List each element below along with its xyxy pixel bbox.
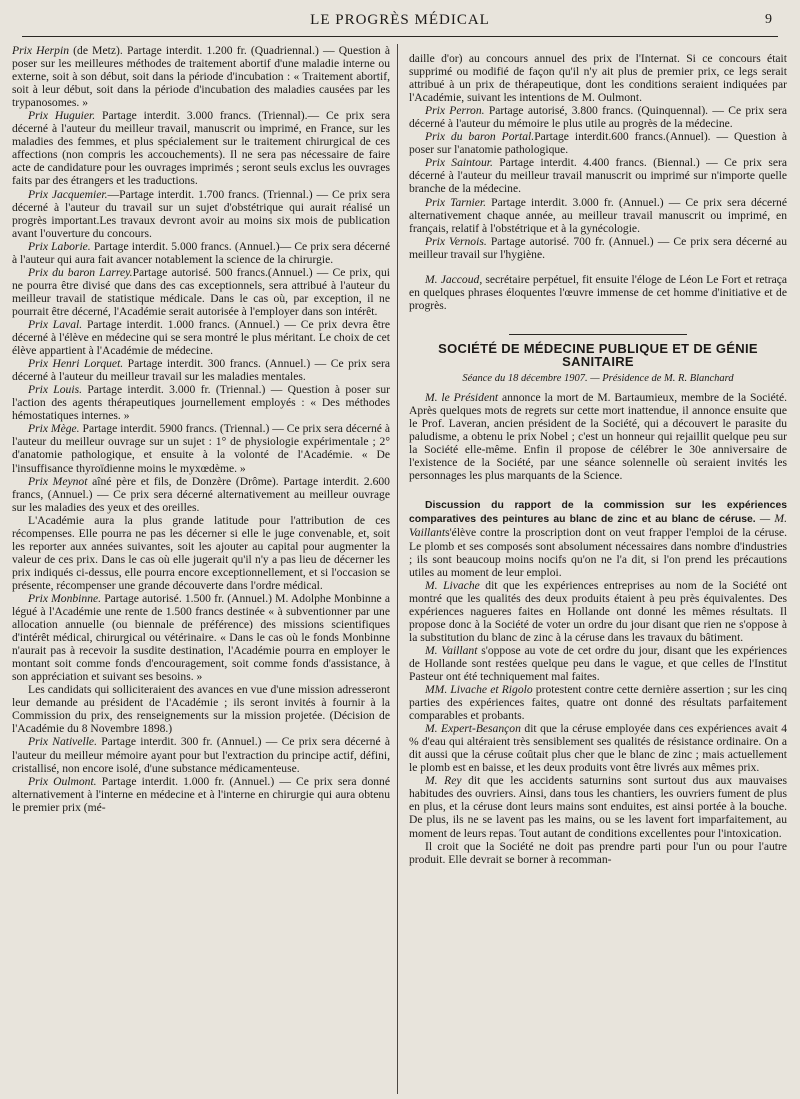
paragraph: [12, 109, 390, 187]
paragraph-lead: Prix Laborie.: [28, 239, 91, 253]
paragraph-text: Les candidats qui solliciteraient des avances en vue d'une mission adresseront leur demande au président de l'Académie ; ils seront invités à fournir à la Commission du prix, des renseignements sur la mission projetée. (Décision de l'Académie du 8 Novembre 1898.): [12, 683, 390, 736]
paragraph-lead: Prix Tarnier.: [425, 195, 487, 209]
right-column: [409, 52, 787, 866]
paragraph-lead: — M. Vaillant: [409, 512, 787, 540]
paragraph-lead: Prix Oulmont.: [28, 774, 97, 788]
paragraph-text: Partage interdit. 300 fr. (Annuel.) — Ce prix sera décerné à l'auteur du meilleur mémoire ayant pour but l'extraction du principe actif, défini, cristallisé, non encore isolé, d'une substance médicamenteuse.: [12, 735, 390, 775]
paragraph: [409, 579, 787, 644]
paragraph-lead: Prix Henri Lorquet.: [28, 357, 124, 371]
paragraph: [12, 357, 390, 383]
paragraph-lead: M. Rey: [425, 774, 462, 788]
paragraph-text: Partage interdit. 1.000 fr. (Annuel.) — Ce prix sera donné alternativement à l'interne en médecine et à l'interne en chirurgie qui aura obtenu le premier prix (mé-: [12, 774, 390, 814]
paragraph-text: Partage autorisé. 500 francs.(Annuel.) — Ce prix, qui ne pourra être divisé que dans des cas exceptionnels, sera attribué à l'auteur du meilleur travail de statistique médicale. Dans le cas où, par exception, il ne pourrait être décerné, l'Académie serait autorisée à l'employer dans son intérêt.: [12, 265, 390, 318]
paragraph: [409, 235, 787, 261]
paragraph: [409, 196, 787, 235]
paragraph-lead: M. Expert-Besançon: [425, 722, 521, 736]
paragraph-gap: [409, 482, 787, 498]
right-column-top: [409, 52, 787, 312]
paragraph: [12, 44, 390, 109]
paragraph-gap: [409, 261, 787, 273]
paragraph: [409, 774, 787, 839]
page-number: 9: [765, 12, 772, 27]
paragraph-text: annonce la mort de M. Bartaumieux, membre de la Société. Après quelques mots de regrets sur cette mort inattendue, il annonce ensuite que le Prof. Laveran, ancien président de la Société, qui a découvert le parasite du paludisme, a obtenu le prix Nobel ; c'est un honneur qui rejaillit quelque peu sur la Société elle-même. Enfin il propose de célébrer le 30e anniversaire de l'existence de la Société, par une séance solennelle où seraient invités les personnages les plus marquants de la Science.: [409, 391, 787, 483]
column-divider: [397, 44, 398, 1094]
paragraph-text: Partage interdit. 4.400 francs. (Biennal.) — Ce prix sera décerné à l'auteur du meilleur travail manuscrit ou imprimé sur n'importe quelle branche de la médecine.: [409, 156, 787, 196]
paragraph-lead: M. Jaccoud,: [425, 272, 483, 286]
paragraph-text: Partage interdit. 3.000 francs. (Triennal).— Ce prix sera décerné à l'auteur du meilleur travail, manuscrit ou imprimé, en France, sur les maladies des femmes, et plus spécialement sur le traitement chirurgical de ces affections (non compris les accouchements). Il ne sera pas nécessaire de faire acte de candidature pour les ouvrages imprimés ; seront seuls exclus les ouvrages faits par des étrangers et les traductions.: [12, 109, 390, 188]
paragraph-text: Partage interdit. 3.000 fr. (Annuel.) — Ce prix sera décerné alternativement chaque année, au meilleur travail manuscrit ou imprimé, en français, relatif à l'obstétrique et à la gynécologie.: [409, 195, 787, 235]
paragraph-lead: MM. Livache et Rigolo: [425, 683, 533, 697]
paragraph: [409, 104, 787, 130]
discussion-heading: Discussion du rapport de la commission sur les expériences comparatives des peintures au blanc de zinc et au blanc de céruse.: [409, 500, 787, 526]
paragraph-text: aîné père et fils, de Donzère (Drôme). Partage interdit. 2.600 francs, (Annuel.) — Ce prix sera décerné alternativement au meilleur ouvrage sur les maladies des yeux et des oreilles.: [12, 474, 390, 514]
paragraph-text: dit que la céruse employée dans ces expériences avait 4 % d'eau qui altéraient très sensiblement ses qualités de résistance ordinaire. On a dit aussi que la céruse coûtait plus cher que le blanc de zinc ; mais actuellement le plomb est en baisse, et les deux produits vont être livrés aux mêmes prix.: [409, 722, 788, 775]
paragraph-lead: Prix Vernois.: [425, 234, 487, 248]
paragraph-lead: Prix Saintour.: [425, 156, 493, 170]
paragraph-lead: Prix Monbinne.: [28, 591, 102, 605]
paragraph: [409, 683, 787, 722]
paragraph-lead: Prix Huguier.: [28, 109, 96, 123]
left-column: [12, 44, 390, 814]
paragraph-text: protestent contre cette dernière assertion ; sur les cinq parties des expériences faites, quatre ont donné des résultats parfaitement comparables et probants.: [409, 683, 787, 723]
paragraph: [12, 422, 390, 474]
page-header: [22, 8, 778, 37]
paragraph-text: —Partage interdit. 1.700 francs. (Triennal.) — Ce prix sera décerné à l'auteur du travail sur un sujet d'obstétrique qui aurait réalisé un progrès important.Les travaux devront avoir au moins six mois de publication avant l'ouverture du concours.: [12, 187, 390, 240]
paragraph: [409, 273, 787, 312]
paragraph: [409, 840, 787, 866]
paragraph-text: daille d'or) au concours annuel des prix de l'Internat. Si ce concours était supprimé ou modifié de façon qu'il n'y ait plus de premier prix, ce legs serait attribué à un prix de thérapeutique, dont les conditions seraient indiquées par l'Académie, suivant les intentions de M. Oulmont.: [409, 52, 787, 105]
paragraph-lead: Prix Herpin: [12, 44, 69, 57]
paragraph-text: secrétaire perpétuel, fit ensuite l'éloge de Léon Le Fort et retraça en quelques phrases éloquentes l'œuvre immense de cet homme d'initiative et de progrès.: [409, 272, 788, 312]
paragraph-text: Partage interdit. 3.000 fr. (Triennal.) — Question à poser sur l'action des agents thérapeutiques journellement employés : « Des méthodes hémostatiques internes. »: [12, 383, 390, 423]
paragraph: [12, 735, 390, 774]
paragraph: [12, 514, 390, 592]
paragraph: [409, 644, 787, 683]
paragraph-text: Partage autorisé, 3.800 francs. (Quinquennal). — Ce prix sera décerné à l'auteur du mémoire le plus utile au progrès de la médecine.: [409, 104, 787, 131]
paragraph: [409, 391, 787, 482]
paragraph-lead: Prix Meynot: [28, 474, 88, 488]
paragraph-text: s'oppose au vote de cet ordre du jour, disant que les expériences de Hollande sont restées quelque peu dans le vague, et que celles de l'Institut Pasteur ont été techniquement mal faites.: [409, 643, 788, 683]
paragraph-text: Partage interdit. 5900 francs. (Triennal.) — Ce prix sera décerné à l'auteur du meilleur ouvrage sur un sujet : 1° de physiologie expérimentale ; 2° d'anatomie pathologique, et ensuite à la volonté de l'Académie. « De l'insuffisance thyroïdienne moins le myxœdème. »: [12, 422, 390, 475]
paragraph-lead: Prix Laval.: [28, 317, 83, 331]
paragraph-text: dit que les accidents saturnins sont surtout dus aux mauvaises habitudes des ouvriers. Ainsi, dans tous les chantiers, les ouvriers fument de plus en plus, et la céruse dont leurs mains sont enduites, est ainsi portée à la bouche. De plus, ils ne se lavent pas les mains, ou se les lavent fort imparfaitement, au moment de leurs repas. Tout autant de conditions excellentes pour l'intoxication.: [409, 774, 787, 840]
session-line: Séance du 18 décembre 1907. — Présidence de M. R. Blanchard: [462, 372, 734, 384]
paragraph: [409, 156, 787, 195]
journal-title: LE PROGRÈS MÉDICAL: [310, 12, 490, 28]
paragraph-text: s'élève contre la proscription dont on veut frapper l'emploi de la céruse. Le plomb et ses composés sont absolument nécessaires dans nombre d'industries ; ils sont beaucoup moins nocifs qu'on ne l'a dit, si l'on prend les précautions utiles au moment de leur emploi.: [409, 526, 787, 579]
paragraph: [12, 240, 390, 266]
paragraph-lead: Prix Perron.: [425, 104, 485, 118]
paragraph-lead: Prix Louis.: [28, 383, 82, 397]
right-column-bottom: [409, 391, 787, 866]
paragraph-text: Partage interdit. 300 francs. (Annuel.) — Ce prix sera décerné à l'auteur du meilleur travail sur les maladies mentales.: [12, 357, 390, 384]
society-title: SOCIÉTÉ DE MÉDECINE PUBLIQUE ET DE GÉNIE SANITAIRE: [438, 340, 758, 369]
paragraph: [12, 188, 390, 240]
paragraph: [409, 722, 787, 774]
paragraph-text: L'Académie aura la plus grande latitude pour l'attribution de ces récompenses. Elle pourra ne pas les décerner si elle le juge convenable, et, soit les reporter aux années suivantes, soit les ajouter au capital pour augmenter la valeur de ces prix. Dans le cas où elle jugerait qu'il n'y a pas lieu de décerner les prix indiqués ci-dessus, elle pourra encore exceptionnellement, et si l'occasion se présente, récompenser une grande découverte dans l'ordre médical.: [12, 513, 390, 592]
paragraph-text: dit que les expériences entreprises au nom de la Société ont montré que les qualités des deux produits étaient à peu près équivalentes. Des expériences nagueres faites en Hollande ont donné les mêmes résultats. Il propose donc à la Société de voter un ordre du jour disant que rien ne s'oppose à la substitution du blanc de zinc à la céruse dans les travaux du bâtiment.: [409, 578, 788, 644]
paragraph-text: (de Metz). Partage interdit. 1.200 fr. (Quadriennal.) — Question à poser sur les meilleures méthodes de traitement abortif d'une maladie interne ou externe, soit à son début, soit dans la période d'incubation : « Traitement abortif, soit à leur début, soit dans la période d'incubation des maladies causées par les trypanosomes. »: [12, 44, 390, 110]
paragraph-text: Partage interdit. 1.000 francs. (Annuel.) — Ce prix devra être décerné à l'élève en médecine qui se sera montré le plus méritant. Le choix de cet élève appartient à l'Académie de médecine.: [12, 317, 390, 358]
paragraph-lead: Prix du baron Larrey.: [28, 265, 133, 279]
paragraph-lead: Prix Nativelle.: [28, 735, 97, 749]
paragraph-lead: Prix Jacquemier.: [28, 187, 108, 201]
paragraph: [12, 266, 390, 318]
paragraph: [12, 383, 390, 422]
paragraph: [12, 683, 390, 735]
paragraph: [409, 52, 787, 104]
paragraph-lead: Prix Mège.: [28, 422, 80, 436]
paragraph: [12, 475, 390, 514]
paragraph-lead: M. le Président: [425, 391, 499, 405]
paragraph-text: Il croit que la Société ne doit pas prendre parti pour l'un ou pour l'autre produit. Elle devrait se borner à recomman-: [409, 839, 787, 866]
paragraph-text: Partage autorisé. 700 fr. (Annuel.) — Ce prix sera décerné au meilleur travail sur l'hygiène.: [409, 234, 787, 261]
paragraph-lead: M. Livache: [425, 578, 480, 592]
paragraph-text: Partage interdit.600 francs.(Annuel). — Question à poser sur l'anatomie pathologique.: [409, 130, 788, 157]
paragraph-text: Partage interdit. 5.000 francs. (Annuel.)— Ce prix sera décerné à l'auteur qui aura fait avancer notablement la science de la chirurgie.: [12, 239, 390, 266]
paragraph: [12, 775, 390, 814]
section-rule: [509, 334, 687, 335]
paragraph-text: Partage autorisé. 1.500 fr. (Annuel.) M. Adolphe Monbinne a légué à l'Académie une rente de 1.500 francs destinée « à subventionner par une allocation annuelle (ou biennale de préférence) des missions scientifiques d'intérêt médical, chirurgical ou vétérinaire. « Dans le cas où le fonds Monbinne n'aurait pas à recevoir la susdite destination, l'Académie pourra en employer le montant soit comme fonds d'encouragement, soit comme fonds d'assistance, à son appréciation et suivant ses besoins. »: [12, 591, 390, 684]
paragraph: [12, 318, 390, 357]
paragraph-lead: M. Vaillant: [425, 643, 478, 657]
paragraph-lead: Prix du baron Portal.: [425, 130, 535, 144]
paragraph: [409, 130, 787, 156]
paragraph: [409, 498, 787, 578]
paragraph: [12, 592, 390, 683]
